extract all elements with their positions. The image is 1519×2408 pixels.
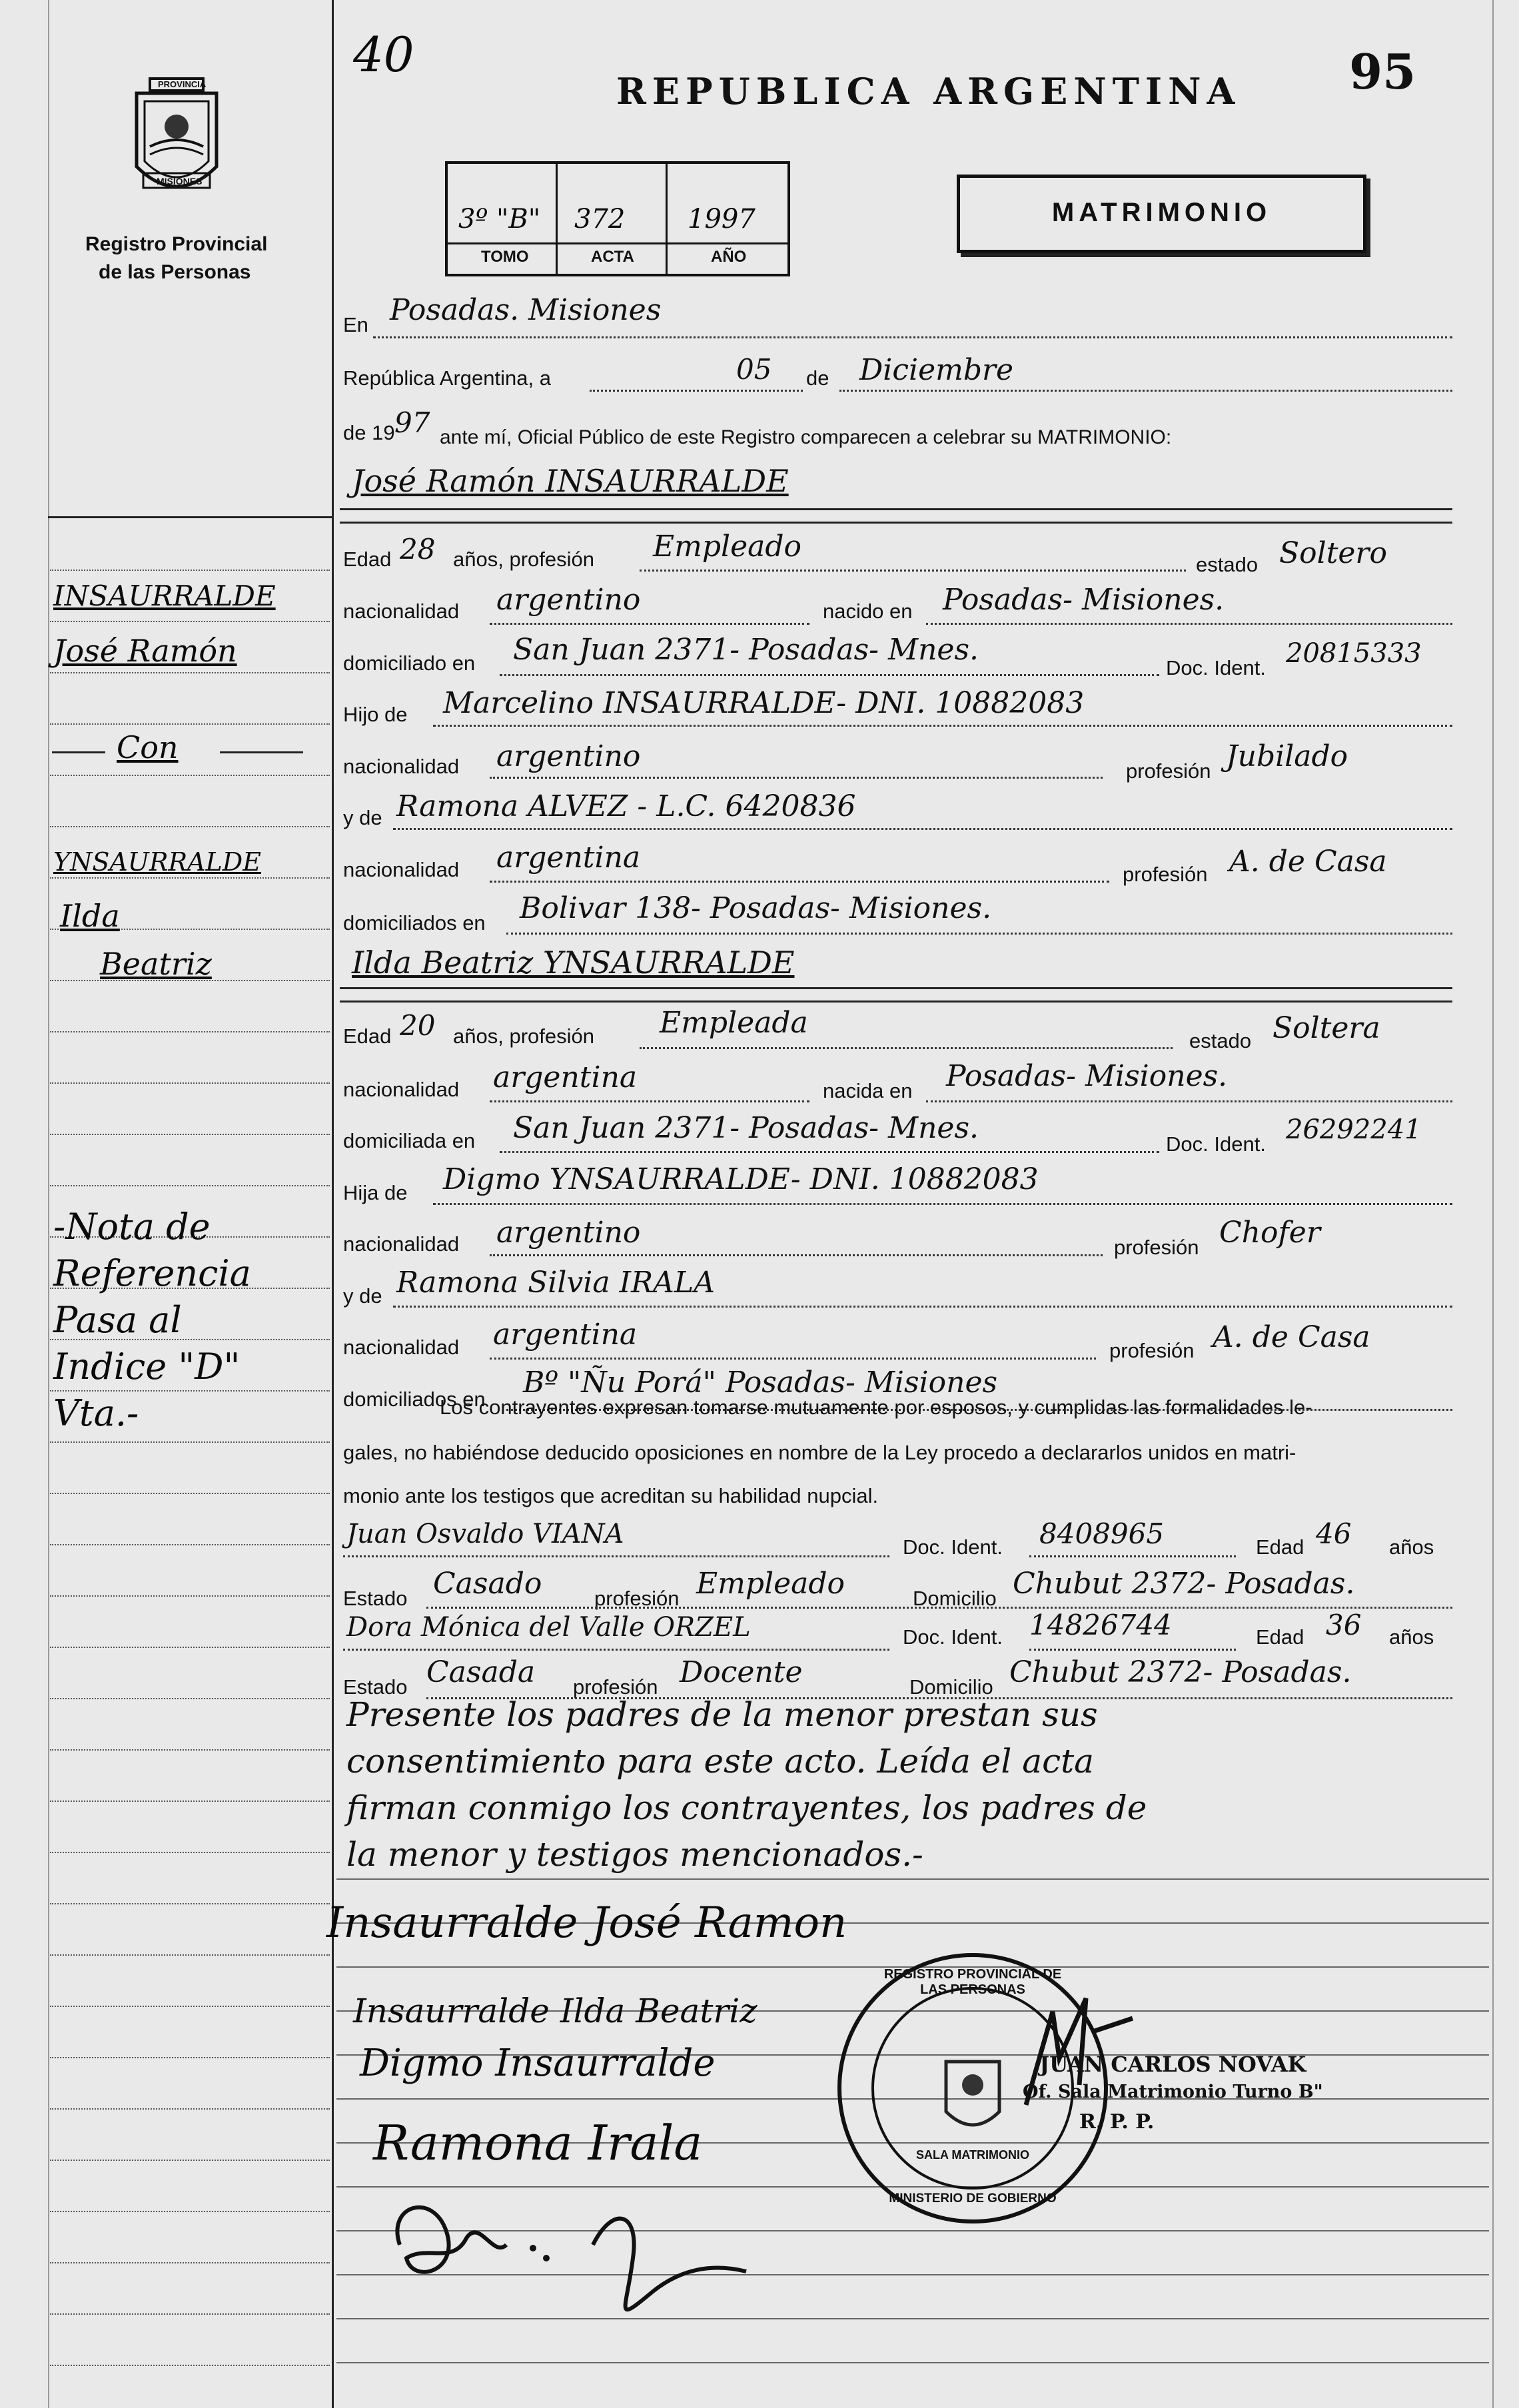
closing-line4: la menor y testigos mencionados.- xyxy=(346,1835,923,1874)
stamp-bottom-text: MINISTERIO DE GOBIERNO xyxy=(889,2192,1057,2206)
groom-doc-number: 20815333 xyxy=(1286,638,1422,669)
witness1-name: Juan Osvaldo VIANA xyxy=(346,1519,624,1549)
country-title: REPUBLICA ARGENTINA xyxy=(616,70,1241,113)
de-label: de xyxy=(806,366,829,390)
witness2-profession: Docente xyxy=(680,1655,803,1689)
margin-rule xyxy=(50,1647,330,1648)
anio-value: 1997 xyxy=(688,204,756,234)
groom-parents-dom-label: domiciliados en xyxy=(343,911,486,935)
groom-name: José Ramón INSAURRALDE xyxy=(352,463,789,499)
margin-rule xyxy=(50,1801,330,1802)
margin-note-line5: Vta.- xyxy=(53,1392,139,1434)
bride-birthplace: Posadas- Misiones. xyxy=(946,1059,1228,1093)
bride-doc-label: Doc. Ident. xyxy=(1166,1132,1266,1156)
witness2-doc-label: Doc. Ident. xyxy=(903,1625,1003,1649)
witness2-prof-label: profesión xyxy=(573,1675,658,1699)
signature-scribbles xyxy=(373,2165,839,2338)
main-rule xyxy=(336,2362,1489,2363)
groom-mother-nationality: argentina xyxy=(496,841,641,875)
groom-father: Marcelino INSAURRALDE- DNI. 10882083 xyxy=(443,686,1085,720)
signature-groom: Insaurralde José Ramon xyxy=(326,1898,847,1948)
day-value: 05 xyxy=(736,353,772,386)
bride-parents-dom-label: domiciliados en xyxy=(343,1388,486,1411)
seal-text-top: PROVINCIA xyxy=(158,79,207,89)
right-page-edge xyxy=(1492,0,1494,2408)
bride-parents-address: Bº "Ñu Porá" Posadas- Misiones xyxy=(523,1366,998,1400)
margin-note-line3: Pasa al xyxy=(53,1299,182,1341)
witness1-edad-label: Edad xyxy=(1256,1535,1304,1559)
bride-mother-profession: A. de Casa xyxy=(1213,1320,1370,1354)
declaration-line1: Los contrayentes expresan tomarse mutuamente por esposos, y cumplidas las formalidades le- xyxy=(440,1396,1312,1419)
margin-rule xyxy=(50,2262,330,2263)
groom-mother-prof-label: profesión xyxy=(1123,863,1208,886)
groom-edad-label: Edad xyxy=(343,548,392,571)
republica-label: República Argentina, a xyxy=(343,366,551,390)
groom-father-nationality: argentino xyxy=(496,739,641,773)
groom-dom-label: domiciliado en xyxy=(343,651,476,675)
tomo-value: 3º "B" xyxy=(458,204,541,234)
witness1-anios-label: años xyxy=(1389,1535,1434,1559)
bride-father-nationality: argentino xyxy=(496,1216,641,1250)
groom-mother: Ramona ALVEZ - L.C. 6420836 xyxy=(396,789,856,823)
groom-prof-label: años, profesión xyxy=(453,548,594,571)
signature-bride-mother: Ramona Irala xyxy=(373,2115,703,2171)
groom-mother-profession: A. de Casa xyxy=(1229,845,1387,879)
witness1-doc-label: Doc. Ident. xyxy=(903,1535,1003,1559)
margin-rule xyxy=(50,1082,330,1084)
margin-bride-name2: Beatriz xyxy=(100,946,212,982)
registry-name-line2: de las Personas xyxy=(99,261,251,283)
witness2-status: Casada xyxy=(426,1655,536,1689)
bride-nac-label: nacionalidad xyxy=(343,1078,460,1101)
witness1-prof-label: profesión xyxy=(594,1587,680,1610)
year-value: 97 xyxy=(394,406,430,439)
bride-mother: Ramona Silvia IRALA xyxy=(396,1266,715,1300)
margin-rule xyxy=(50,1031,330,1032)
witness2-name: Dora Mónica del Valle ORZEL xyxy=(346,1612,751,1643)
groom-father-nat-label: nacionalidad xyxy=(343,755,460,778)
margin-rule xyxy=(50,1749,330,1751)
signature-bride: Insaurralde Ilda Beatriz xyxy=(353,1992,758,2030)
margin-rule xyxy=(50,1441,330,1443)
tomo-label: TOMO xyxy=(481,248,529,266)
official-org: R. P. P. xyxy=(1079,2110,1155,2134)
groom-yde-label: y de xyxy=(343,806,382,829)
left-page-edge xyxy=(48,0,49,2408)
closing-line3: firman conmigo los contrayentes, los padres de xyxy=(346,1789,1147,1827)
en-label: En xyxy=(343,313,368,336)
provincial-seal xyxy=(123,73,230,206)
bride-dom-label: domiciliada en xyxy=(343,1129,476,1152)
witness1-status: Casado xyxy=(433,1567,542,1601)
main-rule xyxy=(336,1878,1489,1880)
official-name: JUAN CARLOS NOVAK xyxy=(1039,2052,1306,2077)
bride-father-prof-label: profesión xyxy=(1114,1236,1199,1259)
margin-rule xyxy=(50,1954,330,1956)
bride-prof-label: años, profesión xyxy=(453,1024,594,1048)
margin-con-dash-right xyxy=(220,751,303,753)
groom-civil-status: Soltero xyxy=(1279,536,1387,570)
margin-groom-surname: INSAURRALDE xyxy=(53,580,276,612)
bride-doc-number: 26292241 xyxy=(1286,1114,1422,1145)
groom-father-prof-label: profesión xyxy=(1126,759,1211,783)
official-title: Of. Sala Matrimonio Turno B" xyxy=(1023,2082,1323,2102)
margin-con-dash-left xyxy=(52,751,105,753)
groom-birthplace: Posadas- Misiones. xyxy=(943,583,1225,617)
bride-edad-label: Edad xyxy=(343,1024,392,1048)
bride-age: 20 xyxy=(400,1009,436,1042)
margin-rule xyxy=(50,877,330,879)
margin-rule xyxy=(50,1390,330,1392)
groom-parents-address: Bolivar 138- Posadas- Misiones. xyxy=(520,891,992,925)
margin-rule xyxy=(50,1544,330,1545)
margin-rule xyxy=(50,1852,330,1853)
bride-profession: Empleada xyxy=(660,1006,808,1040)
margin-rule xyxy=(50,570,330,571)
witness2-estado-label: Estado xyxy=(343,1675,408,1699)
bride-father-nat-label: nacionalidad xyxy=(343,1232,460,1256)
signature-bride-father: Digmo Insaurralde xyxy=(360,2042,716,2085)
margin-groom-names: José Ramón xyxy=(53,633,237,669)
groom-nacido-label: nacido en xyxy=(823,600,913,623)
margin-rule xyxy=(50,826,330,827)
de19-label: de 19 xyxy=(343,421,395,444)
margin-rule xyxy=(50,1134,330,1135)
margin-rule xyxy=(50,1185,330,1186)
witness2-domicile: Chubut 2372- Posadas. xyxy=(1009,1655,1352,1689)
bride-yde-label: y de xyxy=(343,1284,382,1308)
witness2-anios-label: años xyxy=(1389,1625,1434,1649)
margin-note-line2: Referencia xyxy=(53,1252,251,1294)
witness2-doc: 14826744 xyxy=(1029,1609,1172,1641)
acta-value: 372 xyxy=(574,204,626,234)
stamp-top-text: REGISTRO PROVINCIAL DE LAS PERSONAS xyxy=(883,1967,1062,1997)
margin-rule xyxy=(50,2108,330,2110)
margin-rule xyxy=(50,2313,330,2315)
bride-hija-label: Hija de xyxy=(343,1181,408,1204)
bride-father-profession: Chofer xyxy=(1219,1216,1320,1250)
margin-rule xyxy=(50,2057,330,2058)
margin-rule xyxy=(50,2211,330,2212)
groom-father-profession: Jubilado xyxy=(1226,739,1348,773)
margin-note-line4: Indice "D" xyxy=(53,1346,241,1388)
groom-estado-label: estado xyxy=(1196,553,1259,576)
doc-type-title: MATRIMONIO xyxy=(1051,198,1272,227)
declaration-line3: monio ante los testigos que acreditan su habilidad nupcial. xyxy=(343,1484,879,1507)
groom-nac-label: nacionalidad xyxy=(343,600,460,623)
witness2-dom-label: Domicilio xyxy=(909,1675,993,1699)
declaration-line2: gales, no habiéndose deducido oposiciones en nombre de la Ley procedo a declararlos unidos en matri- xyxy=(343,1441,1296,1464)
page-number: 95 xyxy=(1349,43,1416,100)
witness1-age: 46 xyxy=(1316,1517,1352,1550)
groom-mother-nat-label: nacionalidad xyxy=(343,858,460,881)
margin-divider xyxy=(332,0,334,2408)
witness1-dom-label: Domicilio xyxy=(913,1587,997,1610)
bride-father: Digmo YNSAURRALDE- DNI. 10882083 xyxy=(443,1162,1039,1196)
margin-note-line1: -Nota de xyxy=(53,1206,211,1248)
margin-rule xyxy=(50,2006,330,2007)
groom-nationality: argentino xyxy=(496,583,641,617)
record-box xyxy=(445,161,790,276)
witness1-estado-label: Estado xyxy=(343,1587,408,1610)
margin-rule xyxy=(50,2160,330,2161)
groom-age: 28 xyxy=(400,533,436,566)
registry-name-line1: Registro Provincial xyxy=(85,233,268,255)
margin-bride-name1: Ilda xyxy=(60,898,120,934)
month-value: Diciembre xyxy=(859,353,1014,387)
witness1-doc: 8408965 xyxy=(1039,1517,1165,1550)
margin-rule xyxy=(50,1595,330,1597)
margin-top-rule xyxy=(48,516,332,518)
bride-mother-prof-label: profesión xyxy=(1109,1339,1195,1362)
groom-doc-label: Doc. Ident. xyxy=(1166,656,1266,679)
seal-text-bottom: MISIONES xyxy=(157,176,203,187)
witness1-domicile: Chubut 2372- Posadas. xyxy=(1013,1567,1355,1601)
corner-mark: 40 xyxy=(353,27,414,83)
stamp-center-text: SALA MATRIMONIO xyxy=(916,2148,1029,2162)
witness2-age: 36 xyxy=(1326,1609,1362,1641)
place-value: Posadas. Misiones xyxy=(390,293,662,327)
ante-text: ante mí, Oficial Público de este Registro comparecen a celebrar su MATRIMONIO: xyxy=(440,426,1172,448)
groom-hijo-label: Hijo de xyxy=(343,703,408,726)
margin-rule xyxy=(50,672,330,673)
margin-rule xyxy=(50,2365,330,2366)
acta-label: ACTA xyxy=(591,248,634,266)
bride-nationality: argentina xyxy=(493,1060,638,1094)
bride-mother-nationality: argentina xyxy=(493,1318,638,1352)
bride-estado-label: estado xyxy=(1189,1029,1252,1052)
margin-rule xyxy=(50,1903,330,1904)
witness2-edad-label: Edad xyxy=(1256,1625,1304,1649)
bride-civil-status: Soltera xyxy=(1272,1011,1380,1045)
closing-line1: Presente los padres de la menor prestan sus xyxy=(346,1695,1098,1734)
bride-mother-nat-label: nacionalidad xyxy=(343,1336,460,1359)
margin-bride-surname: YNSAURRALDE xyxy=(53,847,261,877)
margin-rule xyxy=(50,621,330,622)
witness1-profession: Empleado xyxy=(696,1567,845,1601)
groom-address: San Juan 2371- Posadas- Mnes. xyxy=(513,633,979,667)
closing-line2: consentimiento para este acto. Leída el acta xyxy=(346,1742,1094,1781)
bride-name: Ilda Beatriz YNSAURRALDE xyxy=(352,945,795,981)
margin-rule xyxy=(50,723,330,725)
margin-rule xyxy=(50,1698,330,1699)
doc-type-box xyxy=(957,175,1366,253)
margin-rule xyxy=(50,775,330,776)
margin-con: Con xyxy=(117,729,179,765)
bride-address: San Juan 2371- Posadas- Mnes. xyxy=(513,1111,979,1145)
margin-rule xyxy=(50,1493,330,1494)
groom-profession: Empleado xyxy=(653,530,802,564)
anio-label: AÑO xyxy=(711,248,747,266)
bride-nacida-label: nacida en xyxy=(823,1079,913,1102)
